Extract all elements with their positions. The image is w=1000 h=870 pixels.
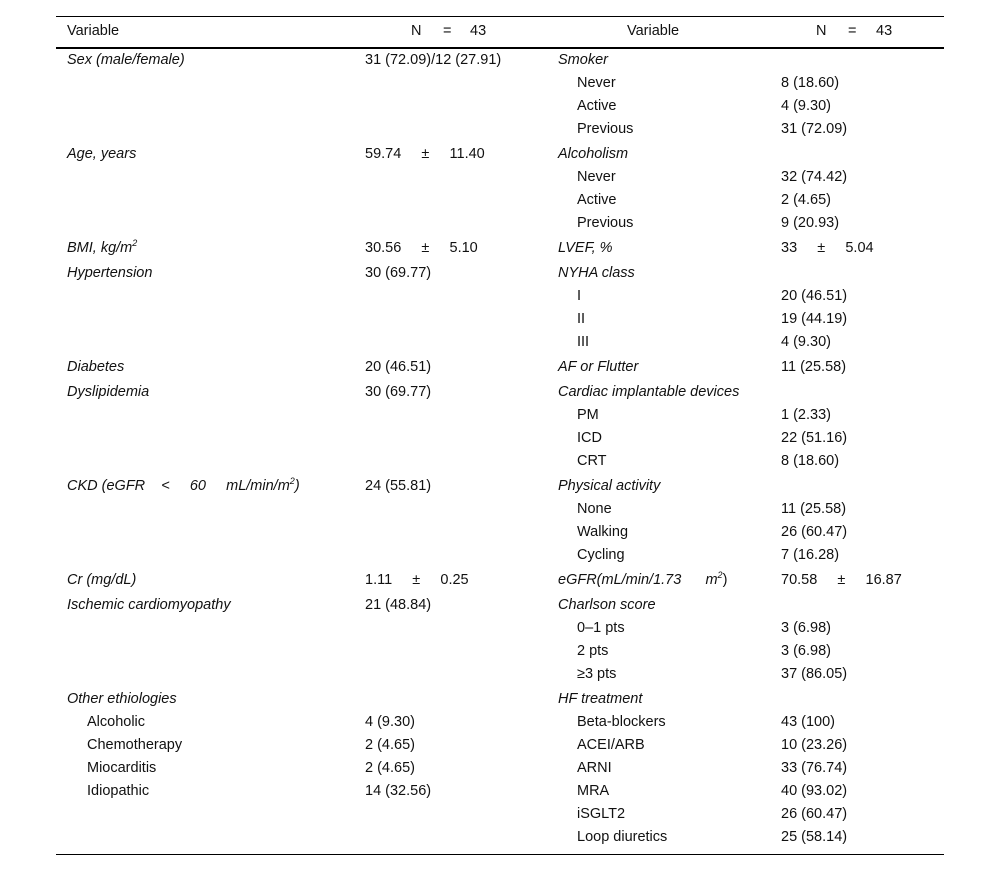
row-label-charlson: Charlson score [558,597,656,613]
row-label-miocarditis: Miocarditis [87,760,157,776]
row-label-lvef: LVEF, % [558,240,613,256]
row-value-alcoholic: 4 (9.30) [365,714,415,730]
row-label-devices-crt: CRT [577,453,607,469]
row-label-alcoholism: Alcoholism [558,146,629,162]
ckd-label-text: CKD (eGFR < 60 mL/min/m [67,478,290,494]
row-label-devices-pm: PM [577,407,599,423]
row-value-charlson-0-1: 3 (6.98) [781,620,831,636]
row-label-hf-treatment: HF treatment [558,691,643,707]
row-value-hypertension: 30 (69.77) [365,265,432,281]
top-rule [56,16,944,17]
row-label-sex: Sex (male/female) [67,52,185,68]
row-value-af: 11 (25.58) [781,359,847,375]
row-value-nyha-i: 20 (46.51) [781,288,848,304]
row-label-activity-none: None [577,501,612,517]
header-eq-left: = [443,23,452,39]
row-value-activity-walking: 26 (60.47) [781,524,848,540]
header-n-value-left: 43 [470,23,487,39]
row-value-devices-crt: 8 (18.60) [781,453,840,469]
row-label-alcoholism-never: Never [577,169,616,185]
row-value-nyha-ii: 19 (44.19) [781,311,848,327]
header-variable-left: Variable [67,23,120,39]
row-value-isglt2: 26 (60.47) [781,806,848,822]
row-label-smoker-active: Active [577,98,617,114]
row-value-beta-blockers: 43 (100) [781,714,836,730]
row-value-smoker-active: 4 (9.30) [781,98,831,114]
row-value-egfr: 70.58 ± 16.87 [781,572,902,588]
bmi-label-sup: 2 [132,238,138,249]
row-value-bmi: 30.56 ± 5.10 [365,240,478,256]
row-label-smoker-previous: Previous [577,121,634,137]
row-value-idiopathic: 14 (32.56) [365,783,432,799]
row-label-ischemic: Ischemic cardiomyopathy [67,597,231,613]
row-label-alcoholic: Alcoholic [87,714,146,730]
row-value-smoker-never: 8 (18.60) [781,75,840,91]
row-label-smoker: Smoker [558,52,608,68]
row-label-mra: MRA [577,783,610,799]
header-n-value-right: 43 [876,23,893,39]
row-value-devices-icd: 22 (51.16) [781,430,848,446]
row-label-idiopathic: Idiopathic [87,783,150,799]
row-value-activity-none: 11 (25.58) [781,501,847,517]
row-value-alcoholism-never: 32 (74.42) [781,169,848,185]
row-label-devices-icd: ICD [577,430,602,446]
row-label-beta-blockers: Beta-blockers [577,714,666,730]
row-label-cr: Cr (mg/dL) [67,572,137,588]
header-eq-right: = [848,23,857,39]
row-label-af: AF or Flutter [558,359,639,375]
row-value-charlson-3plus: 37 (86.05) [781,666,848,682]
row-label-nyha-iii: III [577,334,590,350]
row-value-diabetes: 20 (46.51) [365,359,432,375]
row-value-ckd: 24 (55.81) [365,478,432,494]
ckd-label-sup: 2 [289,476,295,487]
row-label-diabetes: Diabetes [67,359,125,375]
row-value-alcoholism-previous: 9 (20.93) [781,215,840,231]
row-value-charlson-2: 3 (6.98) [781,643,831,659]
row-value-alcoholism-active: 2 (4.65) [781,192,831,208]
row-value-chemotherapy: 2 (4.65) [365,737,415,753]
row-value-acei-arb: 10 (23.26) [781,737,848,753]
row-label-charlson-3plus: ≥3 pts [577,666,617,682]
row-value-activity-cycling: 7 (16.28) [781,547,840,563]
header-n-left: N [411,23,422,39]
row-label-acei-arb: ACEI/ARB [577,737,645,753]
row-value-arni: 33 (76.74) [781,760,848,776]
row-value-miocarditis: 2 (4.65) [365,760,415,776]
row-label-ckd [67,475,300,498]
row-value-dyslipidemia: 30 (69.77) [365,384,432,400]
egfr-label-text: eGFR(mL/min/1.73 m [558,572,718,588]
row-value-devices-pm: 1 (2.33) [781,407,831,423]
row-value-smoker-previous: 31 (72.09) [781,121,848,137]
ckd-label-suffix: ) [294,478,300,494]
row-label-activity: Physical activity [558,478,661,494]
row-label-devices: Cardiac implantable devices [558,384,740,400]
row-value-age: 59.74 ± 11.40 [365,146,485,162]
row-label-alcoholism-previous: Previous [577,215,634,231]
row-label-isglt2: iSGLT2 [577,806,626,822]
header-n-right: N [816,23,827,39]
row-label-bmi [67,237,137,260]
row-label-alcoholism-active: Active [577,192,617,208]
row-label-nyha-i: I [577,288,582,304]
row-label-dyslipidemia: Dyslipidemia [67,384,150,400]
row-label-chemotherapy: Chemotherapy [87,737,183,753]
row-label-nyha: NYHA class [558,265,635,281]
row-label-egfr [558,569,727,592]
row-label-loop-diuretics: Loop diuretics [577,829,668,845]
row-label-activity-cycling: Cycling [577,547,625,563]
egfr-label-sup: 2 [717,570,723,581]
row-value-sex: 31 (72.09)/12 (27.91) [365,52,502,68]
row-label-activity-walking: Walking [577,524,629,540]
row-label-hypertension: Hypertension [67,265,153,281]
row-value-loop-diuretics: 25 (58.14) [781,829,848,845]
row-label-nyha-ii: II [577,311,586,327]
row-value-ischemic: 21 (48.84) [365,597,432,613]
row-label-age: Age, years [67,146,137,162]
row-label-arni: ARNI [577,760,612,776]
row-value-cr: 1.11 ± 0.25 [365,572,469,588]
row-label-other-ethiologies: Other ethiologies [67,691,177,707]
header-variable-right: Variable [627,23,680,39]
row-value-lvef: 33 ± 5.04 [781,240,874,256]
row-label-charlson-0-1: 0–1 pts [577,620,625,636]
bmi-label-text: BMI, kg/m [67,240,133,256]
row-value-nyha-iii: 4 (9.30) [781,334,831,350]
bottom-rule [56,854,944,855]
row-value-mra: 40 (93.02) [781,783,848,799]
row-label-smoker-never: Never [577,75,616,91]
row-label-charlson-2: 2 pts [577,643,609,659]
egfr-label-suffix: ) [722,572,728,588]
